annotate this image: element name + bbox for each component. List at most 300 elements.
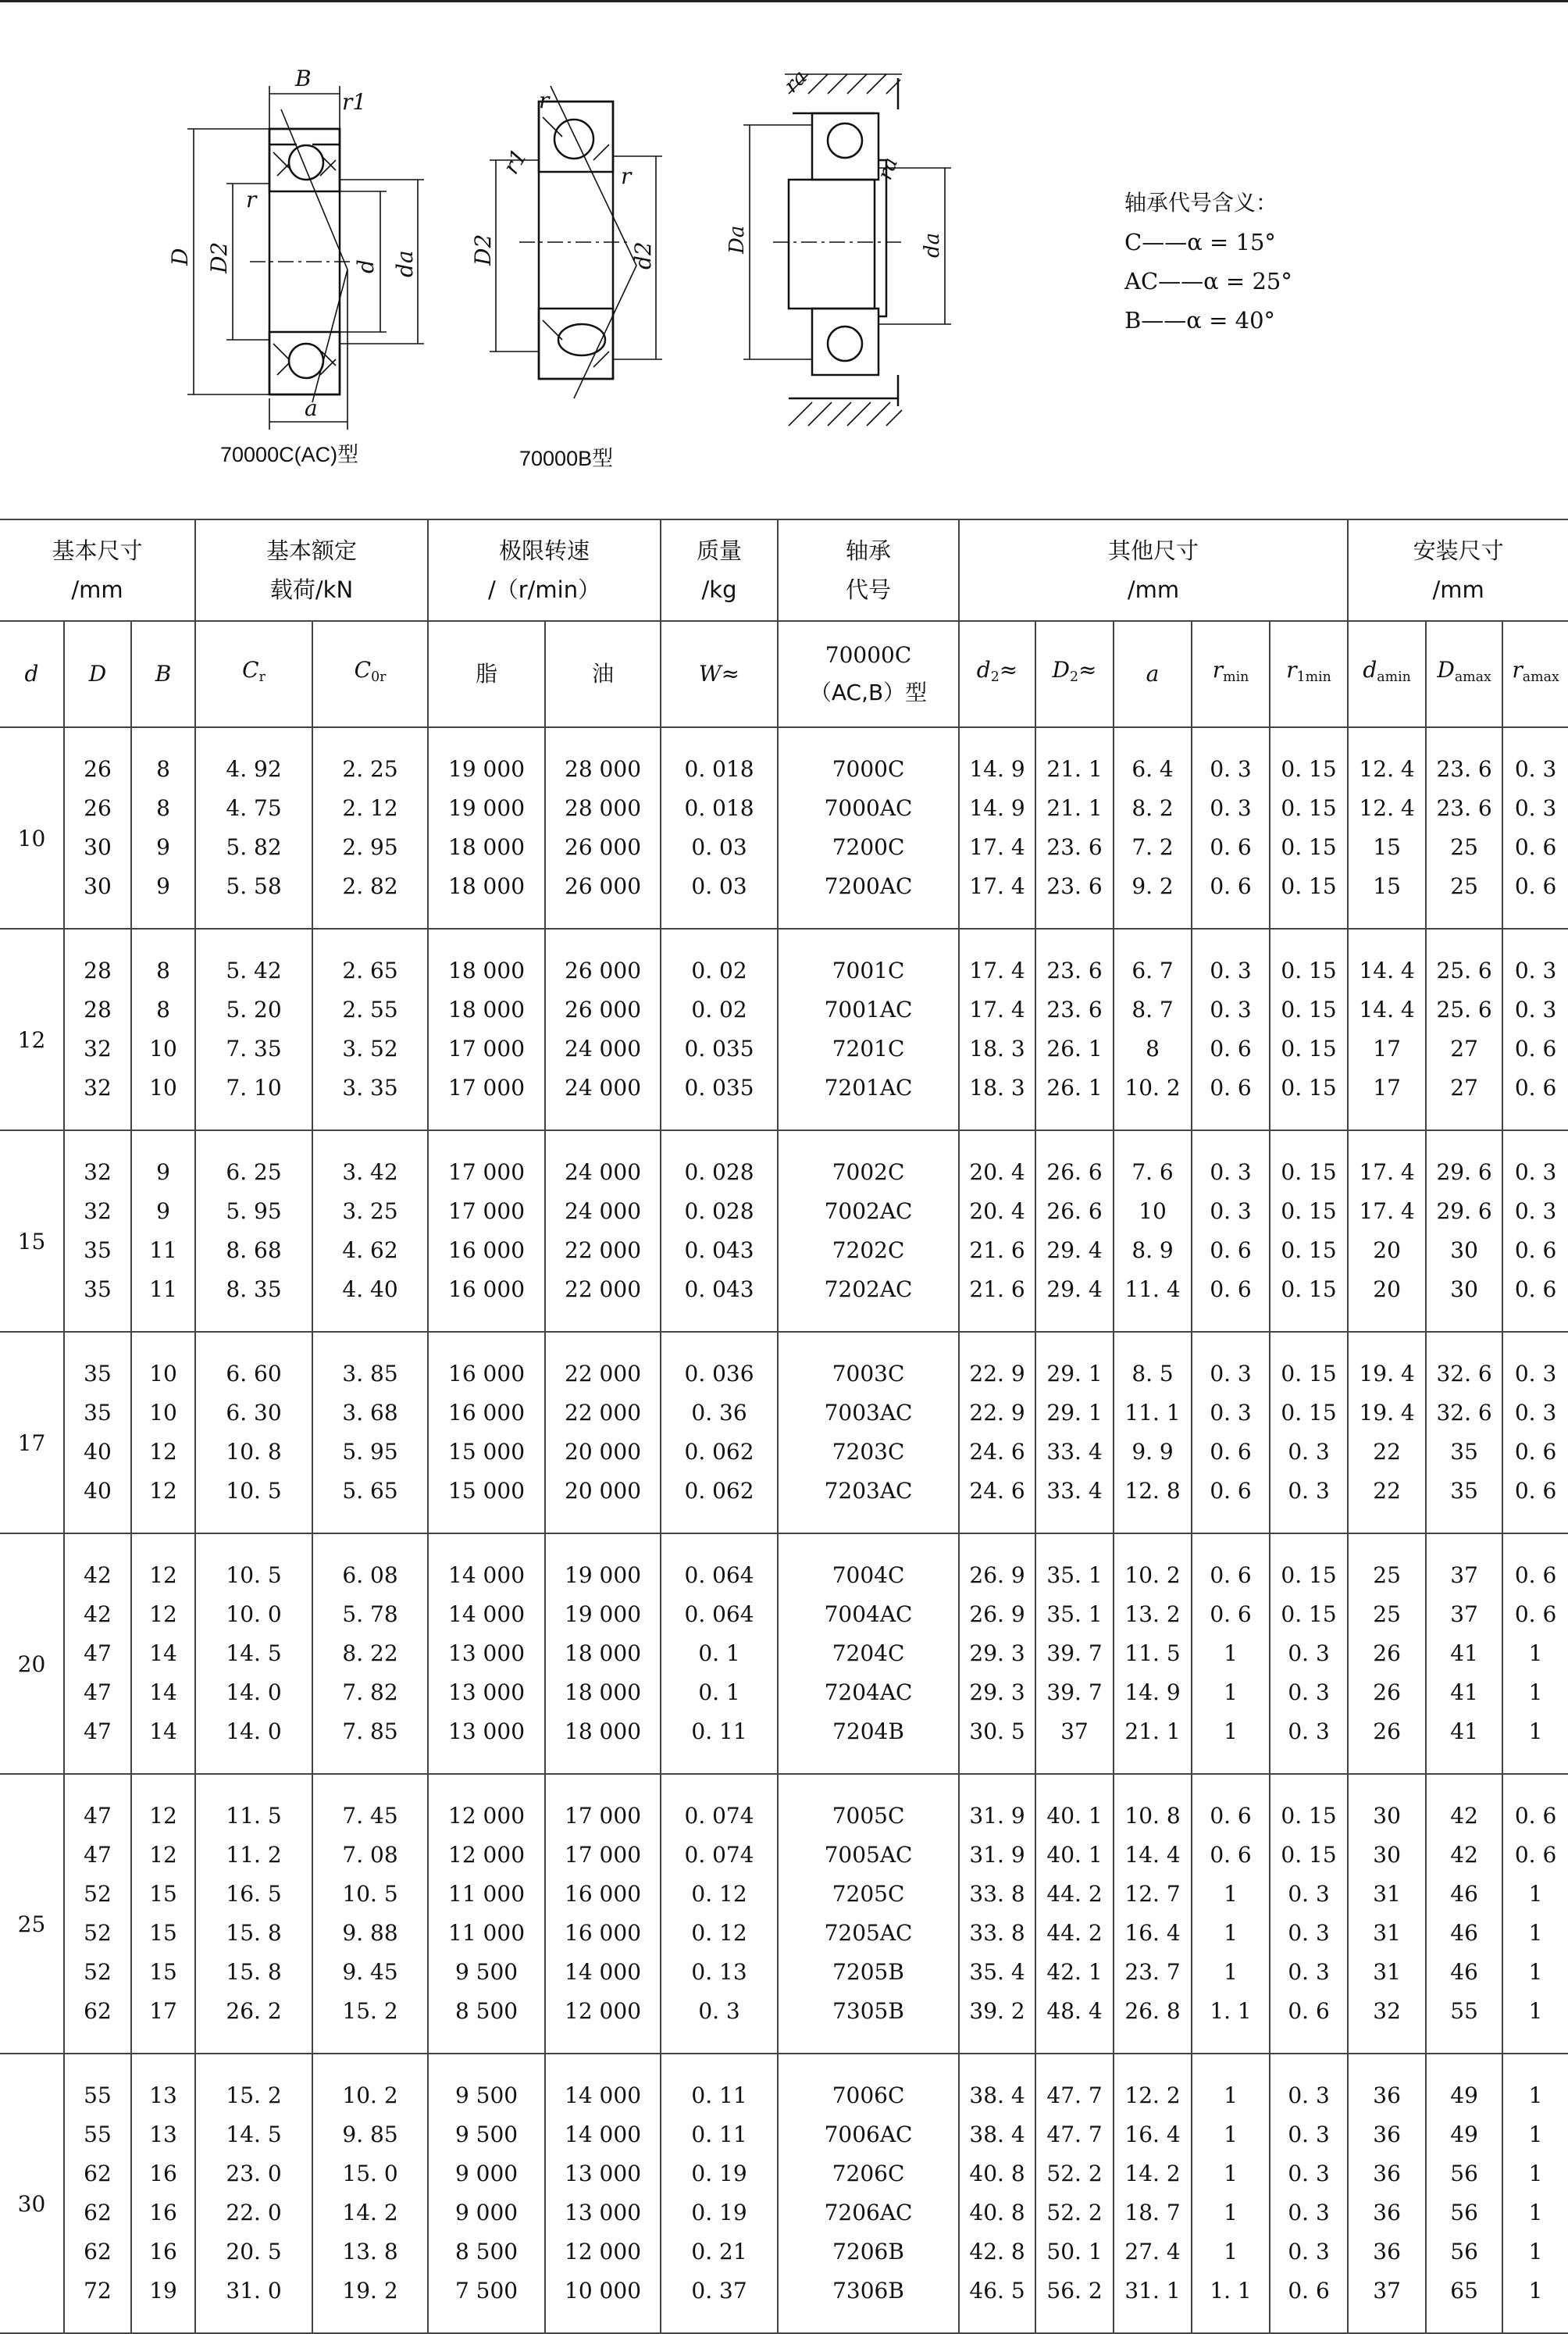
table-cell: 0. 19 [661,2154,778,2193]
col-D: D [64,621,131,727]
table-cell: 31 [1348,1953,1426,1992]
table-cell: 0. 15 [1270,1130,1348,1192]
label-da-m: da [921,232,944,258]
table-cell: 17. 4 [959,828,1035,867]
table-cell: 5. 78 [312,1595,428,1634]
table-cell: 2. 25 [312,727,428,789]
caption-70000c: 70000C(AC)型 [220,443,359,466]
table-cell: 8 [1114,1030,1192,1069]
label-r-b2: r [621,163,632,189]
table-cell: 19. 2 [312,2272,428,2333]
cell-d: 15 [0,1130,64,1332]
table-cell: 26. 2 [195,1992,312,2054]
table-cell: 7002C [778,1130,959,1192]
table-cell: 14 000 [545,1953,661,1992]
table-cell: 17 000 [428,1069,545,1130]
table-cell: 26 000 [545,929,661,990]
table-cell: 17. 4 [1348,1130,1426,1192]
table-cell: 16 [131,2232,195,2272]
table-cell: 8 [131,990,195,1030]
table-cell: 17. 4 [1348,1192,1426,1231]
table-cell: 9 500 [428,2115,545,2154]
table-cell: 0. 3 [1192,1192,1270,1231]
table-cell: 16. 4 [1114,1914,1192,1953]
table-cell: 30 [64,867,131,929]
table-cell: 29. 3 [959,1634,1035,1673]
table-cell: 22. 0 [195,2193,312,2232]
table-cell: 1 [1502,1992,1568,2054]
table-cell: 12 000 [428,1774,545,1836]
table-cell: 0. 11 [661,2115,778,2154]
table-cell: 24. 6 [959,1472,1035,1533]
table-cell: 24 000 [545,1192,661,1231]
table-cell: 4. 62 [312,1231,428,1270]
table-cell: 1 [1502,1712,1568,1774]
label-ra-top: ra [779,65,812,98]
table-cell: 15 [1348,828,1426,867]
table-row [0,1774,1568,1836]
table-cell: 35 [1426,1433,1502,1472]
table-cell: 6. 25 [195,1130,312,1192]
table-cell: 14. 9 [959,789,1035,828]
table-cell: 3. 35 [312,1069,428,1130]
label-r1-top: r1 [342,89,367,115]
table-cell: 30 [1348,1774,1426,1836]
table-cell: 0. 3 [1502,1192,1568,1231]
table-cell: 0. 15 [1270,727,1348,789]
table-row [0,990,1568,1030]
table-cell: 1 [1502,2272,1568,2333]
header-mount-dims: 安装尺寸 /mm [1348,519,1568,621]
table-cell: 4. 92 [195,727,312,789]
table-row [0,1472,1568,1533]
table-cell: 0. 6 [1502,1270,1568,1332]
table-cell: 16 000 [428,1231,545,1270]
table-cell: 0. 3 [1502,727,1568,789]
table-cell: 1 [1192,1914,1270,1953]
table-cell: 28 [64,929,131,990]
table-cell: 0. 15 [1270,1069,1348,1130]
table-row [0,929,1568,990]
table-cell: 35. 4 [959,1953,1035,1992]
table-cell: 46 [1426,1914,1502,1953]
table-cell: 13. 2 [1114,1595,1192,1634]
table-cell: 0. 6 [1192,1533,1270,1595]
col-code: 70000C （AC,B）型 [778,621,959,727]
table-cell: 9. 88 [312,1914,428,1953]
table-cell: 0. 36 [661,1394,778,1433]
table-cell: 0. 062 [661,1433,778,1472]
table-cell: 25. 6 [1426,929,1502,990]
legend-title: 轴承代号含义： [1124,190,1278,216]
label-a: a [305,395,318,421]
table-cell: 42 [1426,1774,1502,1836]
table-cell: 0. 035 [661,1030,778,1069]
table-cell: 0. 3 [1192,1394,1270,1433]
table-cell: 8 500 [428,1992,545,2054]
table-cell: 31 [1348,1875,1426,1914]
table-cell: 0. 15 [1270,1332,1348,1394]
table-cell: 4. 40 [312,1270,428,1332]
table-row [0,1953,1568,1992]
table-cell: 36 [1348,2232,1426,2272]
table-cell: 10 [131,1030,195,1069]
table-cell: 17 000 [428,1130,545,1192]
table-cell: 0. 1 [661,1673,778,1712]
table-cell: 0. 3 [1502,929,1568,990]
table-cell: 23. 0 [195,2154,312,2193]
table-cell: 7003C [778,1332,959,1394]
table-cell: 16 000 [428,1332,545,1394]
table-cell: 0. 3 [1192,727,1270,789]
table-cell: 1 [1502,2154,1568,2193]
table-cell: 26 [1348,1634,1426,1673]
col-d2: $d_2\approx$ [959,621,1035,727]
table-row [0,1836,1568,1875]
table-cell: 1 [1192,2115,1270,2154]
table-cell: 0. 3 [1502,1130,1568,1192]
table-cell: 0. 37 [661,2272,778,2333]
table-cell: 7003AC [778,1394,959,1433]
table-cell: 16 000 [545,1875,661,1914]
table-cell: 7002AC [778,1192,959,1231]
table-cell: 9 [131,867,195,929]
table-row [0,1673,1568,1712]
table-cell: 29. 4 [1035,1231,1114,1270]
legend-item-b: B——α = 40° [1124,307,1276,334]
table-cell: 48. 4 [1035,1992,1114,2054]
table-cell: 1 [1192,2232,1270,2272]
table-cell: 22 000 [545,1231,661,1270]
label-Da: Da [725,225,749,254]
table-cell: 21. 6 [959,1231,1035,1270]
table-cell: 6. 4 [1114,727,1192,789]
table-cell: 7001C [778,929,959,990]
table-cell: 0. 6 [1502,1069,1568,1130]
table-cell: 10. 8 [195,1433,312,1472]
table-cell: 0. 1 [661,1634,778,1673]
table-cell: 10. 2 [312,2054,428,2115]
table-cell: 33. 4 [1035,1472,1114,1533]
table-cell: 29. 3 [959,1673,1035,1712]
table-cell: 3. 85 [312,1332,428,1394]
table-cell: 14. 9 [1114,1673,1192,1712]
table-cell: 20 [1348,1231,1426,1270]
table-cell: 0. 6 [1192,1595,1270,1634]
table-cell: 0. 064 [661,1533,778,1595]
table-cell: 62 [64,1992,131,2054]
table-cell: 14. 2 [312,2193,428,2232]
table-cell: 36 [1348,2154,1426,2193]
table-cell: 29. 4 [1035,1270,1114,1332]
drawing-70000c [167,66,424,430]
table-cell: 36 [1348,2115,1426,2154]
table-cell: 33. 8 [959,1914,1035,1953]
table-cell: 13 [131,2115,195,2154]
table-cell: 31. 9 [959,1774,1035,1836]
table-cell: 72 [64,2272,131,2333]
table-cell: 7205B [778,1953,959,1992]
table-cell: 0. 03 [661,867,778,929]
table-cell: 8 [131,929,195,990]
table-cell: 21. 1 [1114,1712,1192,1774]
table-cell: 26 000 [545,867,661,929]
table-cell: 12. 2 [1114,2054,1192,2115]
table-cell: 65 [1426,2272,1502,2333]
table-cell: 8 [131,727,195,789]
table-cell: 0. 3 [1270,1634,1348,1673]
table-cell: 12 [131,1472,195,1533]
label-d2-b: d2 [630,241,656,269]
table-cell: 18 000 [428,867,545,929]
table-cell: 36 [1348,2054,1426,2115]
table-cell: 30. 5 [959,1712,1035,1774]
header-basic-dims: 基本尺寸 /mm [0,519,195,621]
table-cell: 0. 062 [661,1472,778,1533]
col-grease: 脂 [428,621,545,727]
table-cell: 1 [1192,1634,1270,1673]
table-cell: 10. 2 [1114,1069,1192,1130]
table-cell: 0. 3 [1270,1712,1348,1774]
table-row [0,1231,1568,1270]
table-cell: 26. 9 [959,1533,1035,1595]
table-cell: 0. 3 [1270,1875,1348,1914]
table-row [0,1433,1568,1472]
label-d: d [353,259,379,273]
table-cell: 7305B [778,1992,959,2054]
table-cell: 13 000 [545,2193,661,2232]
table-cell: 22 [1348,1433,1426,1472]
table-cell: 40 [64,1433,131,1472]
table-row [0,2272,1568,2333]
table-cell: 49 [1426,2054,1502,2115]
table-cell: 17 000 [545,1774,661,1836]
table-cell: 0. 15 [1270,1774,1348,1836]
top-rule [0,0,1568,2]
table-cell: 22. 9 [959,1394,1035,1433]
table-cell: 3. 25 [312,1192,428,1231]
table-cell: 16 000 [545,1914,661,1953]
table-cell: 0. 3 [1502,1394,1568,1433]
table-cell: 0. 043 [661,1270,778,1332]
table-cell: 35 [64,1231,131,1270]
table-row [0,1875,1568,1914]
table-cell: 35 [64,1270,131,1332]
bearing-figure [0,8,1568,508]
table-cell: 7204B [778,1712,959,1774]
table-cell: 3. 42 [312,1130,428,1192]
table-cell: 0. 6 [1270,2272,1348,2333]
table-cell: 42. 8 [959,2232,1035,2272]
table-cell: 14. 4 [1114,1836,1192,1875]
table-cell: 47 [64,1774,131,1836]
table-cell: 7306B [778,2272,959,2333]
table-cell: 14. 4 [1348,990,1426,1030]
cell-d: 20 [0,1533,64,1774]
table-cell: 25 [1426,828,1502,867]
table-cell: 25. 6 [1426,990,1502,1030]
cell-d: 10 [0,727,64,929]
table-cell: 7. 08 [312,1836,428,1875]
table-cell: 7201AC [778,1069,959,1130]
table-cell: 0. 3 [661,1992,778,2054]
table-cell: 10. 2 [1114,1533,1192,1595]
table-cell: 0. 12 [661,1875,778,1914]
table-cell: 19 000 [545,1533,661,1595]
table-cell: 0. 6 [1502,828,1568,867]
table-row [0,1595,1568,1634]
table-cell: 0. 15 [1270,1231,1348,1270]
table-cell: 19. 4 [1348,1332,1426,1394]
table-cell: 15. 2 [195,2054,312,2115]
table-cell: 31 [1348,1914,1426,1953]
legend-item-ac: AC——α = 25° [1124,268,1292,294]
table-cell: 7001AC [778,990,959,1030]
table-cell: 0. 6 [1192,1030,1270,1069]
table-cell: 0. 3 [1502,990,1568,1030]
table-cell: 9. 85 [312,2115,428,2154]
table-cell: 42. 1 [1035,1953,1114,1992]
table-cell: 11. 5 [1114,1634,1192,1673]
table-cell: 30 [1426,1231,1502,1270]
table-cell: 11 [131,1270,195,1332]
table-cell: 3. 68 [312,1394,428,1433]
table-cell: 50. 1 [1035,2232,1114,2272]
table-row [0,1992,1568,2054]
table-cell: 56. 2 [1035,2272,1114,2333]
table-cell: 10. 0 [195,1595,312,1634]
table-cell: 5. 42 [195,929,312,990]
table-cell: 9 [131,1130,195,1192]
table-cell: 46 [1426,1953,1502,1992]
table-cell: 17. 4 [959,929,1035,990]
table-cell: 12 000 [428,1836,545,1875]
table-cell: 29. 6 [1426,1192,1502,1231]
table-cell: 40. 8 [959,2193,1035,2232]
table-cell: 26. 9 [959,1595,1035,1634]
table-cell: 24 000 [545,1130,661,1192]
table-cell: 37 [1035,1712,1114,1774]
table-cell: 11. 1 [1114,1394,1192,1433]
table-row [0,1192,1568,1231]
table-cell: 0. 6 [1192,828,1270,867]
table-cell: 12 000 [545,1992,661,2054]
table-cell: 14 000 [545,2054,661,2115]
table-cell: 0. 03 [661,828,778,867]
table-cell: 0. 3 [1270,2154,1348,2193]
table-cell: 27. 4 [1114,2232,1192,2272]
table-cell: 7206C [778,2154,959,2193]
col-Cr: $C_r$ [195,621,312,727]
table-cell: 8 500 [428,2232,545,2272]
table-cell: 23. 6 [1426,727,1502,789]
table-cell: 11. 2 [195,1836,312,1875]
table-cell: 1. 1 [1192,1992,1270,2054]
table-cell: 0. 11 [661,2054,778,2115]
table-cell: 0. 15 [1270,1192,1348,1231]
table-cell: 39. 2 [959,1992,1035,2054]
table-cell: 18 000 [545,1712,661,1774]
table-cell: 7 500 [428,2272,545,2333]
table-cell: 0. 3 [1192,929,1270,990]
table-cell: 26 [1348,1712,1426,1774]
table-cell: 0. 6 [1502,1030,1568,1069]
table-cell: 0. 6 [1502,1231,1568,1270]
table-row [0,727,1568,789]
table-cell: 22 [1348,1472,1426,1533]
table-cell: 0. 3 [1192,1332,1270,1394]
table-cell: 32 [64,1192,131,1231]
table-cell: 0. 21 [661,2232,778,2272]
table-cell: 16 [131,2154,195,2193]
table-cell: 22 000 [545,1332,661,1394]
table-cell: 0. 6 [1192,1774,1270,1836]
col-C0r: $C_{0r}$ [312,621,428,727]
table-cell: 18. 7 [1114,2193,1192,2232]
table-row [0,1270,1568,1332]
table-cell: 18 000 [545,1673,661,1712]
cell-d: 12 [0,929,64,1130]
caption-70000b: 70000B型 [519,447,614,470]
table-cell: 10. 8 [1114,1774,1192,1836]
table-cell: 1 [1502,1953,1568,1992]
table-cell: 8. 5 [1114,1332,1192,1394]
table-cell: 0. 02 [661,990,778,1030]
table-cell: 47 [64,1673,131,1712]
table-cell: 32 [64,1030,131,1069]
bearing-table [0,519,1568,2334]
header-row-groups [0,519,1568,621]
table-cell: 9 [131,1192,195,1231]
table-row [0,1914,1568,1953]
table-cell: 0. 043 [661,1231,778,1270]
col-B: B [131,621,195,727]
cell-d: 17 [0,1332,64,1533]
table-row [0,828,1568,867]
table-cell: 0. 6 [1192,1270,1270,1332]
table-cell: 7004AC [778,1595,959,1634]
table-cell: 8. 68 [195,1231,312,1270]
table-cell: 18. 3 [959,1069,1035,1130]
table-cell: 5. 20 [195,990,312,1030]
table-cell: 40 [64,1472,131,1533]
table-cell: 0. 6 [1502,1836,1568,1875]
table-cell: 29. 6 [1426,1130,1502,1192]
table-cell: 30 [1426,1270,1502,1332]
table-cell: 7206B [778,2232,959,2272]
table-cell: 0. 3 [1192,789,1270,828]
table-cell: 0. 6 [1502,1433,1568,1472]
table-cell: 12 000 [545,2232,661,2272]
table-cell: 0. 3 [1502,1332,1568,1394]
table-row [0,1130,1568,1192]
table-cell: 15 [131,1953,195,1992]
table-cell: 15. 0 [312,2154,428,2193]
table-cell: 17 [1348,1069,1426,1130]
table-cell: 35 [64,1332,131,1394]
table-cell: 55 [1426,1992,1502,2054]
table-cell: 32. 6 [1426,1394,1502,1433]
table-cell: 11 000 [428,1914,545,1953]
table-cell: 1 [1192,2154,1270,2193]
table-cell: 9 500 [428,2054,545,2115]
table-cell: 12. 8 [1114,1472,1192,1533]
table-cell: 0. 15 [1270,1394,1348,1433]
drawing-70000b [470,86,662,398]
table-cell: 20 000 [545,1433,661,1472]
table-cell: 0. 3 [1270,1433,1348,1472]
table-cell: 0. 11 [661,1712,778,1774]
